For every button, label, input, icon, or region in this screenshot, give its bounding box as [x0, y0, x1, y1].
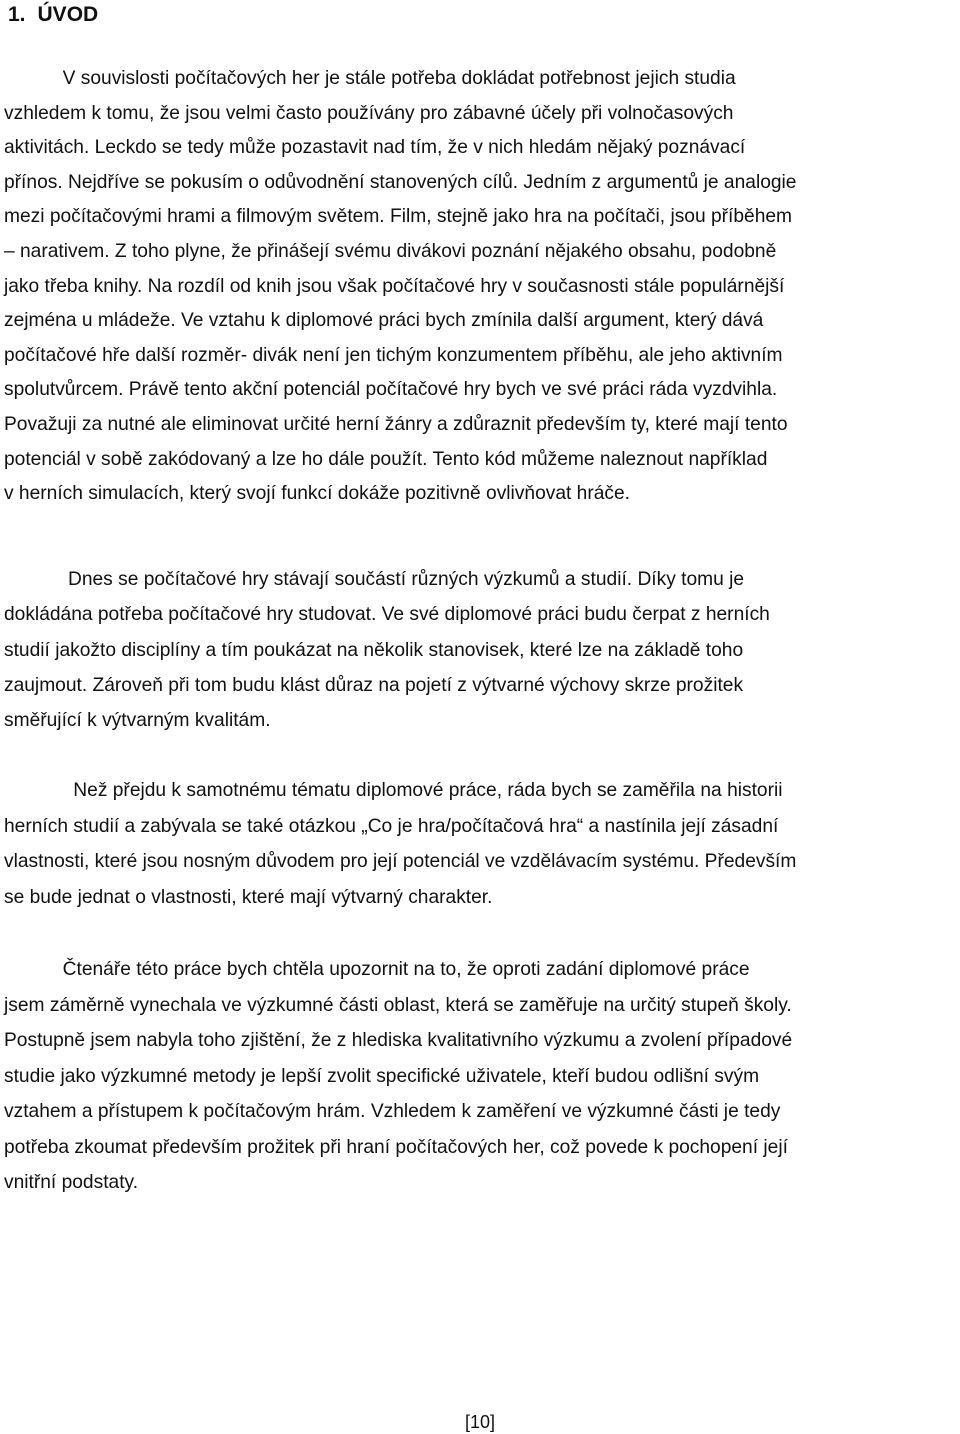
text-line: Považuji za nutné ale eliminovat určité herní žánry a zdůraznit především ty, které mají tento — [4, 414, 788, 435]
text-line: studie jako výzkumné metody je lepší zvolit specifické uživatele, kteří budou odlišní svým — [4, 1065, 760, 1087]
page-number: [10] — [464, 1412, 496, 1432]
section-title: ÚVOD — [37, 3, 99, 26]
text-line: směřující k výtvarným kvalitám. — [4, 710, 271, 732]
text-line: dokládána potřeba počítačové hry studovat. Ve své diplomové práci budu čerpat z herních — [4, 604, 770, 626]
text-line: jako třeba knihy. Na rozdíl od knih jsou však počítačové hry v současnosti stále populárnější — [4, 275, 785, 297]
text-line: mezi počítačovými hrami a filmovým světem. Film, stejně jako hra na počítači, jsou příběhem — [4, 206, 793, 228]
text-line: Dnes se počítačové hry stávají součástí různých výzkumů a studií. Díky tomu je — [4, 569, 745, 590]
text-line: – narativem. Z toho plyne, že přinášejí svému divákovi poznání nějakého obsahu, podobně — [4, 241, 777, 262]
text-line: Postupně jsem nabyla toho zjištění, že z hlediska kvalitativního výzkumu a zvolení případové — [4, 1030, 793, 1051]
text-line: herních studií a zabývala se také otázkou „Co je hra/počítačová hra“ a nastínila její zásadní — [4, 815, 779, 837]
section-heading — [8, 0, 98, 30]
text-line: přínos. Nejdříve se pokusím o odůvodnění stanovených cílů. Jedním z argumentů je analogie — [4, 171, 797, 193]
text-line: počítačové hře další rozměr- divák není jen tichým konzumentem příběhu, ale jeho aktivním — [4, 344, 783, 366]
text-line: se bude jednat o vlastnosti, které mají výtvarný charakter. — [4, 886, 493, 908]
text-line: V souvislosti počítačových her je stále potřeba dokládat potřebnost jejich studia — [4, 68, 736, 89]
text-line: vlastnosti, které jsou nosným důvodem pro její potenciál ve vzdělávacím systému. Především — [4, 851, 797, 872]
text-line: vnitřní podstaty. — [4, 1172, 139, 1193]
text-line: vztahem a přístupem k počítačovým hrám. Vzhledem k zaměření ve výzkumné části je tedy — [4, 1101, 781, 1122]
text-line: zejména u mládeže. Ve vztahu k diplomové práci bych zmínila další argument, který dává — [4, 310, 764, 332]
text-line: Čtenáře této práce bych chtěla upozornit na to, že oproti zadání diplomové práce — [4, 959, 750, 980]
text-line: aktivitách. Leckdo se tedy může pozastavit nad tím, že v nich hledám nějaký poznávací — [4, 137, 746, 159]
text-line: zaujmout. Zároveň při tom budu klást důraz na pojetí z výtvarné výchovy skrze prožitek — [4, 674, 744, 696]
text-line: v herních simulacích, který svojí funkcí dokáže pozitivně ovlivňovat hráče. — [4, 483, 631, 505]
section-number: 1. — [8, 3, 26, 26]
text-line: Než přejdu k samotnému tématu diplomové práce, ráda bych se zaměřila na historii — [4, 780, 783, 801]
text-line: jsem záměrně vynechala ve výzkumné části oblast, která se zaměřuje na určitý stupeň školy. — [4, 994, 792, 1016]
text-line: spolutvůrcem. Právě tento akční potenciál počítačové hry bych ve své práci ráda vyzdvihla. — [4, 379, 778, 401]
text-line: potenciál v sobě zakódovaný a lze ho dále použít. Tento kód můžeme naleznout například — [4, 448, 768, 470]
text-line: studií jakožto disciplíny a tím poukázat na několik stanovisek, které lze na základě toho — [4, 639, 744, 661]
text-line: potřeba zkoumat především prožitek při hraní počítačových her, což povede k pochopení její — [4, 1136, 788, 1158]
text-line: vzhledem k tomu, že jsou velmi často používány pro zábavné účely při volnočasových — [4, 102, 734, 124]
